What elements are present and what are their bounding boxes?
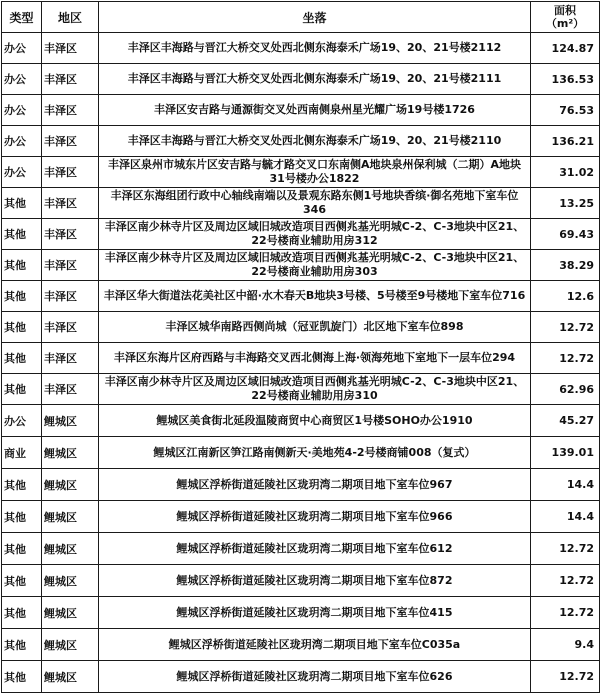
cell-area: 69.43 [531,219,600,250]
table-row [2,437,600,469]
cell-area: 9.4 [531,629,600,661]
table-row [2,469,600,501]
cell-type: 办公 [2,64,42,95]
cell-type: 其他 [2,469,42,501]
table-row [2,312,600,343]
table-row [2,157,600,188]
cell-district: 丰泽区 [42,126,99,157]
cell-area: 45.27 [531,405,600,437]
cell-area: 76.53 [531,95,600,126]
cell-district: 鲤城区 [42,629,99,661]
cell-district: 丰泽区 [42,250,99,281]
header-area-label: 面积 [554,4,576,17]
cell-type: 商业 [2,437,42,469]
cell-district: 丰泽区 [42,95,99,126]
cell-location: 丰泽区东海组团行政中心轴线南端以及景观东路东侧1号地块香缤·御名苑地下室车位346 [99,188,531,219]
table-row [2,188,600,219]
cell-area: 136.21 [531,126,600,157]
cell-location: 丰泽区泉州市城东片区安吉路与毓才路交叉口东南侧A地块泉州保利城（二期）A地块31号楼办公1822 [99,157,531,188]
cell-district: 丰泽区 [42,33,99,64]
cell-type: 办公 [2,33,42,64]
cell-area: 14.4 [531,501,600,533]
cell-location: 鲤城区浮桥街道延陵社区珑玥湾二期项目地下室车位966 [99,501,531,533]
table-row [2,533,600,565]
table-row [2,95,600,126]
cell-district: 丰泽区 [42,219,99,250]
table-row [2,126,600,157]
cell-area: 136.53 [531,64,600,95]
cell-district: 鲤城区 [42,661,99,693]
cell-district: 鲤城区 [42,597,99,629]
header-row [2,2,600,33]
table-row [2,565,600,597]
header-area [531,2,600,33]
cell-location: 丰泽区丰海路与晋江大桥交叉处西北侧东海泰禾广场19、20、21号楼2110 [99,126,531,157]
cell-area: 62.96 [531,374,600,405]
cell-location: 鲤城区浮桥街道延陵社区珑玥湾二期项目地下室车位967 [99,469,531,501]
cell-district: 鲤城区 [42,405,99,437]
cell-area: 12.6 [531,281,600,312]
cell-type: 其他 [2,565,42,597]
cell-location: 鲤城区江南新区笋江路南侧新天·美地苑4-2号楼商铺008（复式） [99,437,531,469]
cell-type: 办公 [2,126,42,157]
cell-area: 38.29 [531,250,600,281]
cell-type: 办公 [2,95,42,126]
header-area-unit: （m²） [545,17,585,30]
table-body [2,33,600,693]
cell-area: 12.72 [531,597,600,629]
cell-area: 13.25 [531,188,600,219]
cell-area: 12.72 [531,343,600,374]
cell-location: 丰泽区城华南路西侧尚城（冠亚凯旋门）北区地下室车位898 [99,312,531,343]
table-row [2,219,600,250]
table-row [2,374,600,405]
table-row [2,343,600,374]
cell-location: 鲤城区浮桥街道延陵社区珑玥湾二期项目地下室车位C035a [99,629,531,661]
cell-location: 鲤城区浮桥街道延陵社区珑玥湾二期项目地下室车位612 [99,533,531,565]
cell-type: 其他 [2,250,42,281]
cell-type: 其他 [2,343,42,374]
table-row [2,597,600,629]
table-row [2,250,600,281]
cell-location: 丰泽区华大街道法花美社区中韶·水木春天B地块3号楼、5号楼至9号楼地下室车位716 [99,281,531,312]
cell-district: 鲤城区 [42,565,99,597]
table-row [2,405,600,437]
cell-district: 鲤城区 [42,501,99,533]
cell-type: 其他 [2,533,42,565]
table-row [2,629,600,661]
cell-location: 丰泽区东海片区府西路与丰海路交叉西北侧海上海·领海苑地下室地下一层车位294 [99,343,531,374]
header-type: 类型 [2,2,42,33]
cell-district: 鲤城区 [42,533,99,565]
cell-district: 丰泽区 [42,188,99,219]
cell-type: 其他 [2,219,42,250]
cell-area: 124.87 [531,33,600,64]
header-district: 地区 [42,2,99,33]
cell-location: 丰泽区丰海路与晋江大桥交叉处西北侧东海泰禾广场19、20、21号楼2111 [99,64,531,95]
cell-location: 鲤城区浮桥街道延陵社区珑玥湾二期项目地下室车位872 [99,565,531,597]
cell-type: 其他 [2,281,42,312]
property-table [1,1,600,693]
cell-area: 12.72 [531,661,600,693]
cell-area: 12.72 [531,312,600,343]
cell-type: 其他 [2,597,42,629]
cell-area: 12.72 [531,533,600,565]
property-table-container [1,1,600,693]
cell-location: 鲤城区浮桥街道延陵社区珑玥湾二期项目地下室车位626 [99,661,531,693]
cell-location: 丰泽区南少林寺片区及周边区域旧城改造项目西侧兆基光明城C-2、C-3地块中区21、22号楼商业辅助用房303 [99,250,531,281]
cell-location: 鲤城区美食街北延段温陵商贸中心商贸区1号楼SOHO办公1910 [99,405,531,437]
table-row [2,64,600,95]
cell-area: 31.02 [531,157,600,188]
cell-district: 鲤城区 [42,469,99,501]
cell-type: 其他 [2,188,42,219]
cell-district: 丰泽区 [42,64,99,95]
cell-location: 丰泽区安吉路与通源街交叉处西南侧泉州星光耀广场19号楼1726 [99,95,531,126]
cell-area: 139.01 [531,437,600,469]
cell-area: 14.4 [531,469,600,501]
cell-location: 丰泽区南少林寺片区及周边区域旧城改造项目西侧兆基光明城C-2、C-3地块中区21、22号楼商业辅助用房310 [99,374,531,405]
header-location: 坐落 [99,2,531,33]
cell-type: 办公 [2,157,42,188]
cell-location: 鲤城区浮桥街道延陵社区珑玥湾二期项目地下室车位415 [99,597,531,629]
cell-district: 丰泽区 [42,281,99,312]
table-row [2,501,600,533]
table-header [2,2,600,33]
cell-district: 丰泽区 [42,343,99,374]
cell-district: 丰泽区 [42,157,99,188]
cell-area: 12.72 [531,565,600,597]
cell-district: 鲤城区 [42,437,99,469]
cell-type: 其他 [2,661,42,693]
cell-type: 其他 [2,312,42,343]
cell-type: 其他 [2,629,42,661]
cell-district: 丰泽区 [42,374,99,405]
table-row [2,661,600,693]
cell-location: 丰泽区丰海路与晋江大桥交叉处西北侧东海泰禾广场19、20、21号楼2112 [99,33,531,64]
cell-type: 其他 [2,374,42,405]
cell-type: 办公 [2,405,42,437]
cell-type: 其他 [2,501,42,533]
cell-location: 丰泽区南少林寺片区及周边区域旧城改造项目西侧兆基光明城C-2、C-3地块中区21、22号楼商业辅助用房312 [99,219,531,250]
cell-district: 丰泽区 [42,312,99,343]
table-row [2,281,600,312]
table-row [2,33,600,64]
